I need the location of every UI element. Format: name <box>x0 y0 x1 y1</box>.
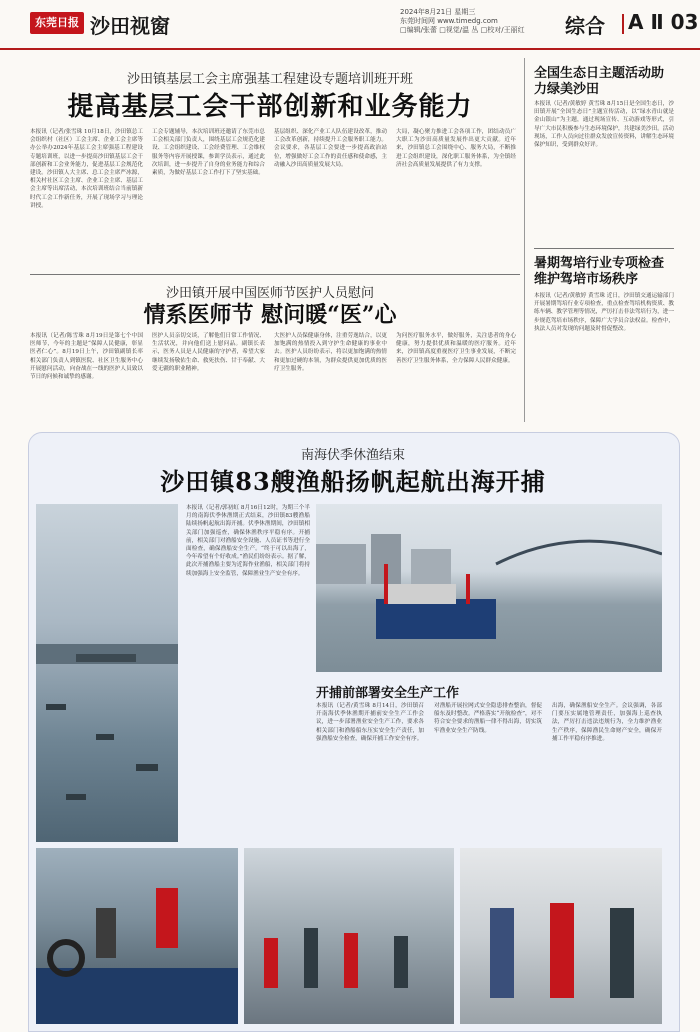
story2-col4: 为问医疗服务水平，做好服务，关注患者的身心健康，努力提供优质和温暖的医疗服务。近年来，沙田镇高度重视医疗卫生事业发展，不断完善医疗卫生服务体系，全力保障人民群众健康。 <box>396 333 516 364</box>
side1-headline: 全国生态日主题活动助力绿美沙田 <box>534 66 665 97</box>
fishermen-illustration <box>36 848 238 1024</box>
story1-col4: 大局，凝心聚力推进工会各项工作，团结动员广大职工为沙田高质量发展作出更大贡献。近年来，沙田镇总工会围绕中心、服务大局，不断推进工会组织建设，深化职工服务体系，为全镇经济社会高质量发展提供了有力支撑。 <box>396 129 516 168</box>
story2-headline: 情系医师节 慰问暖“医”心 <box>143 302 397 328</box>
divider <box>30 274 520 275</box>
newspaper-logo: 东莞日报 <box>30 12 84 34</box>
story3-kicker: 南海伏季休渔结束 <box>300 448 405 463</box>
column-divider <box>524 58 525 422</box>
fishermen-photo <box>36 848 238 1024</box>
story2-col2: 医护人员亲切交谈，了解他们日常工作情况、生活状况，并向他们送上慰问品。副镇长表示，医务人员是人民健康的守护者，希望大家继续发扬敬佑生命、救死扶伤、甘于奉献、大爱无疆的职业精神。 <box>152 333 265 372</box>
fishing-boat-photo <box>316 504 662 672</box>
story3-col1: 本报讯（记者/郭初虹 8月16日12时，为期三个半月的南海伏季休渔期正式结束，沙田镇83艘渔船陆续扬帆起航出海开捕。伏季休渔期间，沙田镇相关部门加强巡查，确保休渔秩序平稳有序。开捕前，相关部门对渔船安全设施、人员证书等进行全面检查，确保渔船安全生产。“终于可以出海了，今年希望有个好收成。”渔民们纷纷表示。据了解，此次开捕渔船主要为近海作业渔船，相关部门将持续加强海上安全监管，保障渔业生产安全有序。 <box>186 505 310 577</box>
side2-headline: 暑期驾培行业专项检查维护驾培市场秩序 <box>534 256 665 287</box>
side2-text: 本报讯（记者/黄敏婷 黄雪珠 近日，沙田镇交通运输部门开展暑期驾培行业专项检查，重点检查驾培机构资质、教练车辆、教学管理等情况，严厉打击非法驾培行为，进一步规范驾培市场秩序，保障广大学员合法权益。检查中，执法人员对发现的问题及时督促整改。 <box>534 293 674 332</box>
dock-crowd-illustration <box>244 848 454 1024</box>
page-section: 综合 <box>565 14 605 38</box>
editors-line: □编辑/张蕾 □视觉/温 丛 □校对/王丽红 <box>400 26 525 34</box>
harbour-photo <box>36 504 178 842</box>
site-line: 东莞时间网 www.timedg.com <box>400 17 498 25</box>
story3-sub-col3: 出海，确保渔船安全生产。会议强调，各部门要压实属地管理责任，加强海上巡查执法，严厉打击违法违规行为，全力维护渔业生产秩序，保障渔民生命财产安全，确保开捕工作平稳有序推进。 <box>552 703 662 742</box>
page-number: A Ⅱ 03 <box>628 10 699 34</box>
page-separator <box>622 14 624 34</box>
story3-headline: 沙田镇83艘渔船扬帆起航出海开捕 <box>160 467 546 496</box>
masthead-meta <box>400 8 525 35</box>
story1-kicker: 沙田镇基层工会主席强基工程建设专题培训班开班 <box>126 72 413 87</box>
story2-col3: 大医护人员保健康身体，注重劳逸结合，以更加饱满的热情投入到守护生命健康的事业中去。医护人员纷纷表示，将以更加饱满的热情和更加过硬的本领，为群众提供更加优质的医疗卫生服务。 <box>274 333 387 372</box>
harbour-illustration <box>36 504 178 842</box>
story2-kicker: 沙田镇开展中国医师节医护人员慰问 <box>165 286 374 301</box>
story1-col2: 工会专题辅导，本次培训班还邀请了东莞市总工会相关部门负责人，围绕基层工会规范化建设、工会组织建设、工会经费管理、工会维权服务等内容开展授课，参训学员表示，通过此次培训，进一步提升了自身的业务能力和综合素质，为做好基层工会工作打下了坚实基础。 <box>152 129 265 177</box>
story3-sub-col2: 对渔船开展拉网式安全隐患排查整治，督促船东及时整改。严格落实“开航检查”，对不符合安全要求的渔船一律不得出海，切实筑牢渔业安全生产防线。 <box>434 703 542 734</box>
inspection-illustration <box>460 848 662 1024</box>
fishing-boat-illustration <box>316 504 662 672</box>
story1-col3: 基层组织、深化产业工人队伍建设改革，推动工会改革创新，持续提升工会服务职工能力。会议要求，各基层工会要进一步提高政治站位，增强做好工会工作的责任感和使命感，主动融入沙田高质量发展大局。 <box>274 129 387 168</box>
story2-col1: 本报讯（记者/陈雪珠 8月19日是第七个中国医师节，今年的主题是“保障人民健康，彰显医者仁心”。8月19日上午，沙田镇副镇长率相关部门负责人到镇医院、社区卫生服务中心开展慰问活动，向奋战在一线的医护人员致以节日的问候和诚挚的感谢。 <box>30 333 143 381</box>
date-line: 2024年8月21日 星期三 <box>400 8 476 16</box>
side1-text: 本报讯（记者/黄敏婷 黄雪珠 8月15日是全国生态日，沙田镇开展“全国生态日”主题宣传活动，以“绿水青山就是金山银山”为主题，通过现场宣传、互动游戏等形式，引导广大市民积极参与生态环境保护，共建绿美沙田。活动现场，工作人员向过往群众发放宣传资料，讲解生态环境保护知识，受到群众好评。 <box>534 101 674 149</box>
dock-crowd-photo <box>244 848 454 1024</box>
section-name: 沙田视窗 <box>90 14 170 38</box>
story1-headline: 提高基层工会干部创新和业务能力 <box>67 92 473 122</box>
story3-subheading: 开捕前部署安全生产工作 <box>316 686 460 701</box>
divider <box>534 248 674 249</box>
inspection-photo <box>460 848 662 1024</box>
story3-sub-col1: 本报讯（记者/黄雪珠 8月14日，沙田镇召开南海伏季休渔期开捕前安全生产工作会议，进一步部署渔业安全生产工作，要求各相关部门和渔船船东压实安全生产责任，加强渔船安全检查，确保开捕工作安全有序。 <box>316 703 424 742</box>
story1-col1: 本报讯（记者/张雪珠 10月18日，沙田镇总工会组织村（社区）工会主席、企业工会主席等办公举办2024年基层工会主席强基工程建设专题培训班，以进一步提高沙田镇基层工会干部创新和工会业务能力，促进基层工会规范化建设。沙田镇人大主席、总工会主席严冰源，相关村社区工会主席、企业工会主席、基层工会主席等出席活动，本次培训班结合当前镇新时代工会工作新任务，开展了现场学习与理论讲授。 <box>30 129 143 209</box>
